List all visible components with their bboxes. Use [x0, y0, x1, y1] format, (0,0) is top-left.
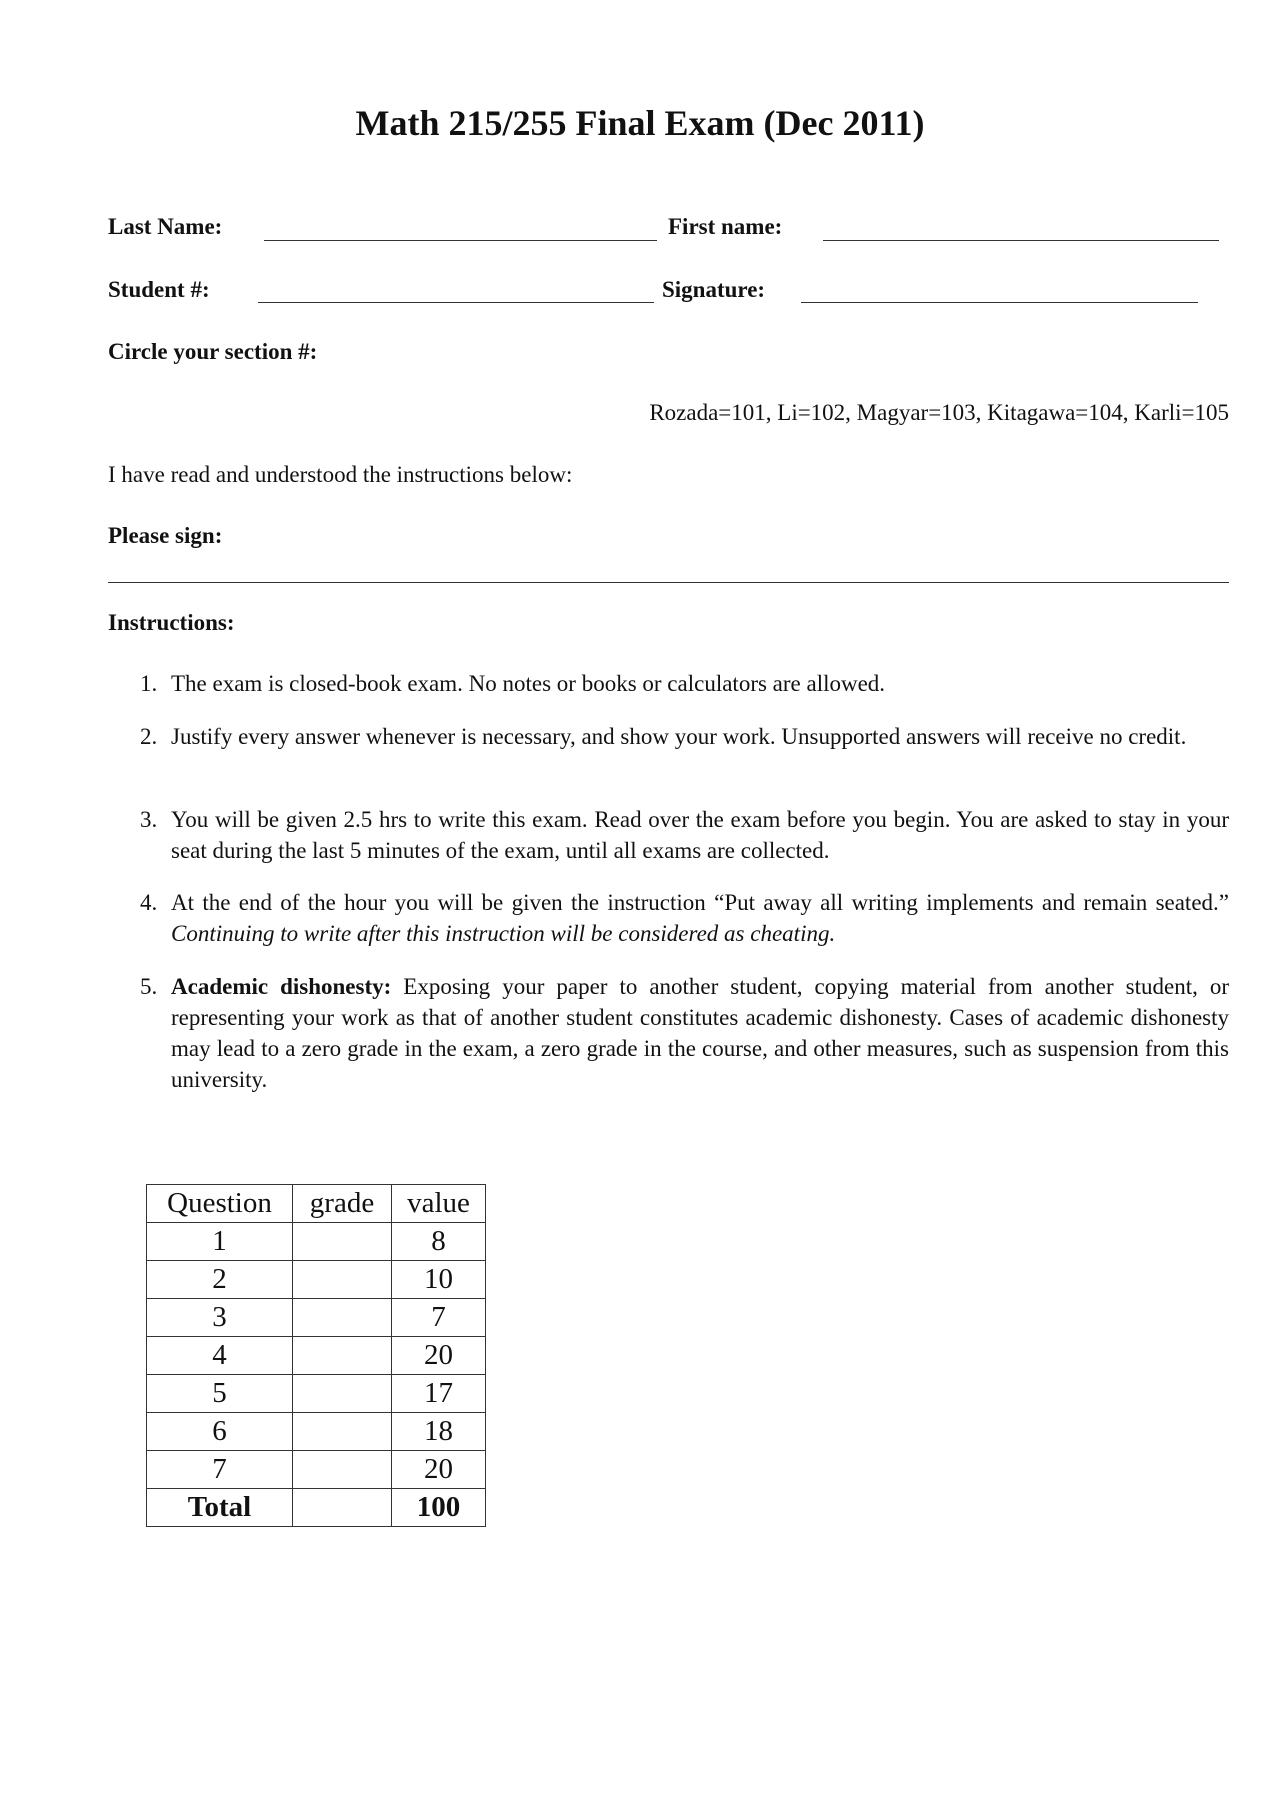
header-question: Question: [147, 1185, 293, 1223]
header-value: value: [392, 1185, 486, 1223]
value-cell: 20: [392, 1337, 486, 1375]
instruction-item: [140, 668, 1229, 699]
table-row: [147, 1299, 486, 1337]
value-cell: 20: [392, 1451, 486, 1489]
value-cell: 7: [392, 1299, 486, 1337]
grade-cell[interactable]: [293, 1451, 392, 1489]
circle-section-label: Circle your section #:: [108, 339, 318, 364]
signature-field[interactable]: [801, 302, 1198, 303]
instruction-item: [140, 971, 1229, 1095]
first-name-label: First name:: [668, 214, 783, 239]
question-cell: 5: [147, 1375, 293, 1413]
grade-cell[interactable]: [293, 1261, 392, 1299]
table-row: [147, 1261, 486, 1299]
table-row: [147, 1375, 486, 1413]
value-cell: 8: [392, 1223, 486, 1261]
grade-table: [146, 1184, 486, 1527]
please-sign-label: Please sign:: [108, 523, 223, 548]
question-cell: 6: [147, 1413, 293, 1451]
read-statement: I have read and understood the instructions below:: [108, 462, 573, 487]
item-number: 5.: [140, 974, 158, 999]
student-number-field[interactable]: [258, 302, 654, 303]
instructions-heading: Instructions:: [108, 610, 235, 635]
last-name-label: Last Name:: [108, 214, 223, 239]
item-text: Justify every answer whenever is necessary, and show your work. Unsupported answers will receive no credit.: [171, 724, 1187, 749]
total-row: [147, 1489, 486, 1527]
total-grade-cell[interactable]: [293, 1489, 392, 1527]
item-text: The exam is closed-book exam. No notes or books or calculators are allowed.: [171, 671, 886, 696]
item-italic-text: Continuing to write after this instruction will be considered as cheating.: [171, 921, 836, 946]
grade-cell[interactable]: [293, 1223, 392, 1261]
item-text: You will be given 2.5 hrs to write this exam. Read over the exam before you begin. You are asked to stay in your seat during the last 5 minutes of the exam, until all exams are collected.: [171, 807, 1229, 863]
question-cell: 2: [147, 1261, 293, 1299]
value-cell: 18: [392, 1413, 486, 1451]
question-cell: 3: [147, 1299, 293, 1337]
item-number: 4.: [140, 890, 158, 915]
table-row: [147, 1451, 486, 1489]
table-row: [147, 1223, 486, 1261]
student-number-label: Student #:: [108, 277, 210, 302]
signature-label: Signature:: [662, 277, 766, 302]
sign-line[interactable]: [108, 582, 1229, 583]
last-name-field[interactable]: [264, 240, 657, 241]
grade-cell[interactable]: [293, 1337, 392, 1375]
value-cell: 17: [392, 1375, 486, 1413]
exam-title: Math 215/255 Final Exam (Dec 2011): [355, 103, 925, 143]
total-label: Total: [147, 1489, 293, 1527]
question-cell: 7: [147, 1451, 293, 1489]
instruction-item: [140, 887, 1229, 949]
table-header-row: [147, 1185, 486, 1223]
first-name-field[interactable]: [823, 240, 1219, 241]
instruction-item: [140, 804, 1229, 866]
section-list: Rozada=101, Li=102, Magyar=103, Kitagawa=104, Karli=105: [649, 400, 1229, 425]
value-cell: 10: [392, 1261, 486, 1299]
header-grade: grade: [293, 1185, 392, 1223]
item-number: 2.: [140, 724, 158, 749]
item-text: Exposing your paper to another student, copying material from another student, or representing your work as that of another student constitutes academic dishonesty. Cases of academic dishonesty may lead to a zero grade in the exam, a zero grade in the course, and other measures, such as suspension from this university.: [171, 974, 1230, 1092]
grade-cell[interactable]: [293, 1299, 392, 1337]
question-cell: 1: [147, 1223, 293, 1261]
item-number: 3.: [140, 807, 158, 832]
item-number: 1.: [140, 671, 158, 696]
table-row: [147, 1337, 486, 1375]
instruction-item: [140, 721, 1229, 752]
grade-cell[interactable]: [293, 1413, 392, 1451]
table-row: [147, 1413, 486, 1451]
item-bold-text: Academic dishonesty:: [171, 974, 392, 999]
item-text: At the end of the hour you will be given the instruction “Put away all writing implements and remain seated.”: [171, 890, 1229, 915]
grade-cell[interactable]: [293, 1375, 392, 1413]
question-cell: 4: [147, 1337, 293, 1375]
total-value: 100: [392, 1489, 486, 1527]
